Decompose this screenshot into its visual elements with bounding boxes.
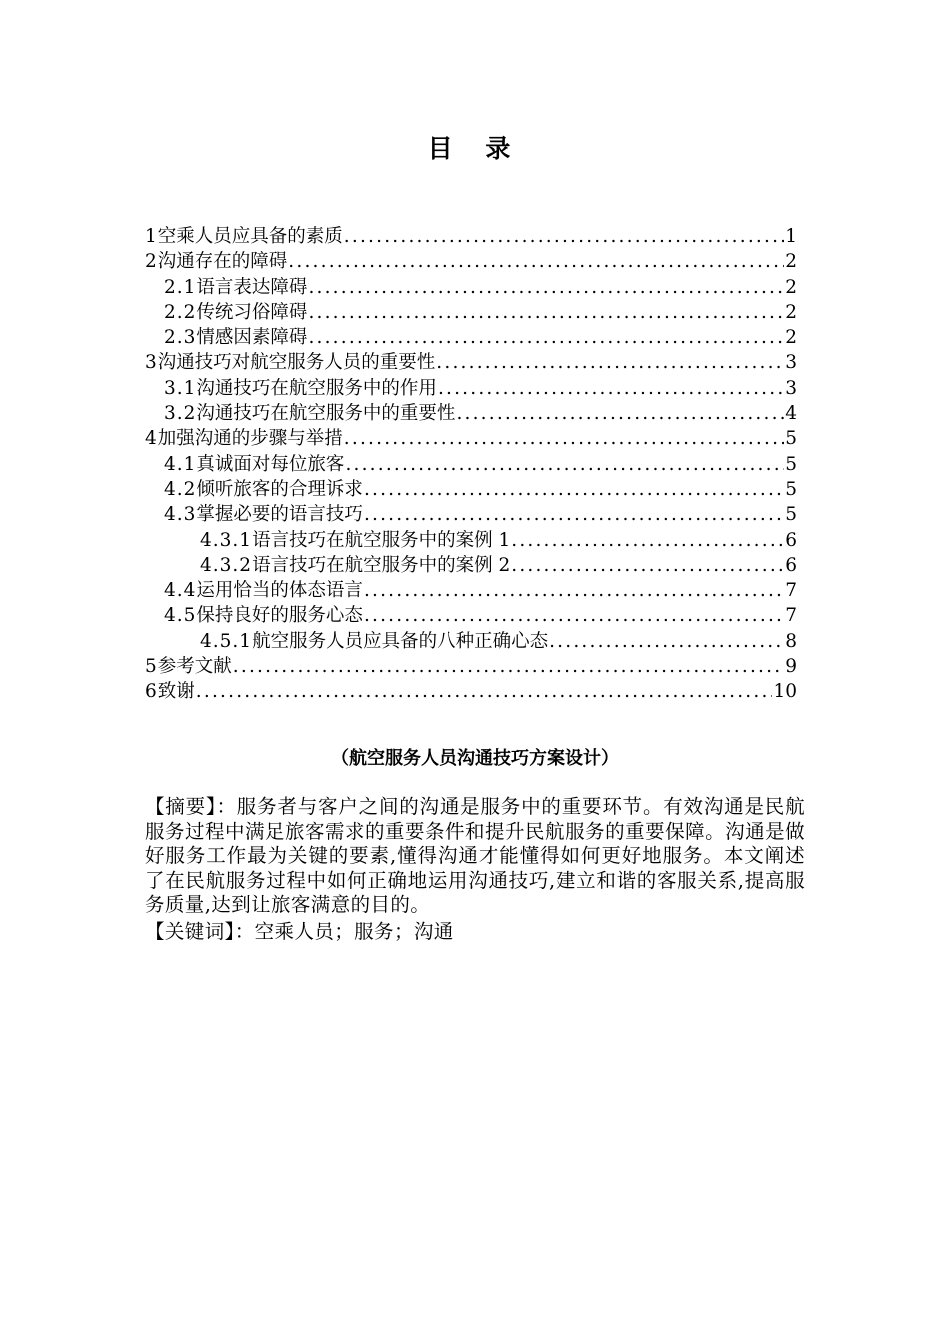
toc-entry-number: 4.5.1: [200, 630, 253, 652]
toc-entry-page: 6: [785, 529, 797, 551]
toc-leader-dots: [364, 603, 784, 628]
toc-entry-label: 沟通技巧在航空服务中的作用: [196, 377, 437, 399]
toc-entry-label: 掌握必要的语言技巧: [196, 504, 363, 526]
toc-entry-label: 保持良好的服务心态: [196, 605, 363, 627]
toc-entry-label: 沟通技巧在航空服务中的重要性: [196, 403, 456, 425]
toc-entry-page: 7: [785, 605, 797, 627]
toc-leader-dots: [364, 477, 784, 502]
toc-leader-dots: [345, 452, 784, 477]
toc-entry-label: 真诚面对每位旅客: [196, 453, 345, 475]
toc-leader-dots: [288, 249, 784, 274]
toc-leader-dots: [438, 376, 784, 401]
toc-entry-label: 传统习俗障碍: [196, 301, 308, 323]
toc-entry-number: 4.5: [164, 605, 197, 627]
toc-entry-number: 4.3.1: [200, 529, 253, 551]
toc-leader-dots: [308, 300, 784, 325]
toc-entry-page: 8: [785, 630, 797, 652]
toc-entry-page: 2: [785, 251, 797, 273]
toc-leader-dots: [308, 275, 784, 300]
toc-entry-number: 2.2: [164, 301, 197, 323]
toc-entry: [145, 502, 797, 527]
toc-entry-label: 语言表达障碍: [196, 276, 308, 298]
document-title: （航空服务人员沟通技巧方案设计）: [331, 748, 619, 769]
toc-entry-number: 5: [145, 656, 158, 678]
toc-leader-dots: [344, 224, 784, 249]
toc-entry-page: 2: [785, 301, 797, 323]
toc-entry-page: 7: [785, 580, 797, 602]
toc-entry-page: 3: [785, 377, 797, 399]
toc-entry-number: 4.1: [164, 453, 197, 475]
toc-entry: [145, 578, 797, 603]
toc-leader-dots: [511, 528, 784, 553]
toc-entry: [145, 249, 797, 274]
toc-entry-number: 2.1: [164, 276, 197, 298]
toc-entry-number: 2: [145, 251, 158, 273]
toc-entry: [145, 477, 797, 502]
toc-entry: [145, 376, 797, 401]
toc-entry: [145, 300, 797, 325]
toc-entry: [145, 629, 797, 654]
toc-leader-dots: [456, 401, 784, 426]
toc-entry-label: 语言技巧在航空服务中的案例 2: [252, 554, 511, 576]
toc-entry: [145, 452, 797, 477]
abstract-paragraph: [145, 795, 805, 918]
toc-entry-number: 4.3.2: [200, 554, 253, 576]
table-of-contents: [145, 224, 797, 705]
toc-entry: [145, 401, 797, 426]
toc-leader-dots: [511, 553, 784, 578]
toc-entry: [145, 224, 797, 249]
toc-entry-page: 2: [785, 276, 797, 298]
toc-leader-dots: [436, 350, 784, 375]
keywords-label: 【关键词】：: [145, 920, 255, 943]
toc-entry: [145, 528, 797, 553]
toc-entry-number: 3.2: [164, 403, 197, 425]
toc-entry-page: 9: [785, 656, 797, 678]
toc-entry: [145, 325, 797, 350]
toc-entry-page: 4: [785, 403, 797, 425]
toc-entry: [145, 426, 797, 451]
toc-leader-dots: [344, 426, 784, 451]
toc-entry-label: 沟通存在的障碍: [157, 251, 288, 273]
toc-title: 目 录: [427, 134, 523, 163]
toc-entry-page: 3: [785, 352, 797, 374]
toc-entry-number: 4: [145, 428, 158, 450]
toc-entry-number: 3.1: [164, 377, 197, 399]
toc-leader-dots: [549, 629, 784, 654]
toc-entry-number: 6: [145, 681, 158, 703]
toc-entry-label: 沟通技巧对航空服务人员的重要性: [157, 352, 436, 374]
toc-entry-page: 5: [785, 453, 797, 475]
toc-leader-dots: [233, 654, 784, 679]
abstract-text: 服务者与客户之间的沟通是服务中的重要环节。有效沟通是民航服务过程中满足旅客需求的重要条件和提升民航服务的重要保障。沟通是做好服务工作最为关键的要素,懂得沟通才能懂得如何更好地服务。本文阐述了在民航服务过程中如何正确地运用沟通技巧,建立和谐的客服关系,提高服务质量,达到让旅客满意的目的。: [145, 795, 805, 916]
toc-entry-number: 4.4: [164, 580, 197, 602]
toc-entry: [145, 350, 797, 375]
toc-entry-page: 5: [785, 428, 797, 450]
toc-entry-number: 4.2: [164, 478, 197, 500]
toc-entry-page: 2: [785, 327, 797, 349]
toc-entry: [145, 603, 797, 628]
toc-entry-label: 运用恰当的体态语言: [196, 580, 363, 602]
toc-entry-page: 5: [785, 504, 797, 526]
keywords-text: 空乘人员；服务；沟通: [254, 920, 454, 943]
toc-entry: [145, 679, 797, 704]
abstract-label: 【摘要】：: [145, 795, 237, 818]
toc-entry-number: 3: [145, 352, 158, 374]
toc-leader-dots: [364, 578, 784, 603]
toc-entry-label: 情感因素障碍: [196, 327, 308, 349]
toc-entry-page: 10: [773, 681, 797, 703]
toc-entry-label: 语言技巧在航空服务中的案例 1: [252, 529, 511, 551]
toc-entry-label: 参考文献: [157, 656, 232, 678]
toc-entry-page: 6: [785, 554, 797, 576]
toc-entry-page: 1: [785, 226, 797, 247]
toc-leader-dots: [364, 502, 784, 527]
toc-entry-label: 致谢: [157, 681, 195, 703]
toc-entry: [145, 553, 797, 578]
toc-entry-label: 航空服务人员应具备的八种正确心态: [252, 630, 549, 652]
toc-entry-number: 4.3: [164, 504, 197, 526]
toc-entry-number: 2.3: [164, 327, 197, 349]
toc-leader-dots: [308, 325, 784, 350]
toc-entry-label: 倾听旅客的合理诉求: [196, 478, 363, 500]
toc-entry-page: 5: [785, 478, 797, 500]
keywords-paragraph: [145, 920, 805, 945]
toc-entry-label: 空乘人员应具备的素质: [157, 226, 343, 247]
toc-entry: [145, 654, 797, 679]
toc-entry: [145, 275, 797, 300]
toc-leader-dots: [196, 679, 773, 704]
toc-entry-number: 1: [145, 226, 158, 247]
toc-entry-label: 加强沟通的步骤与举措: [157, 428, 343, 450]
